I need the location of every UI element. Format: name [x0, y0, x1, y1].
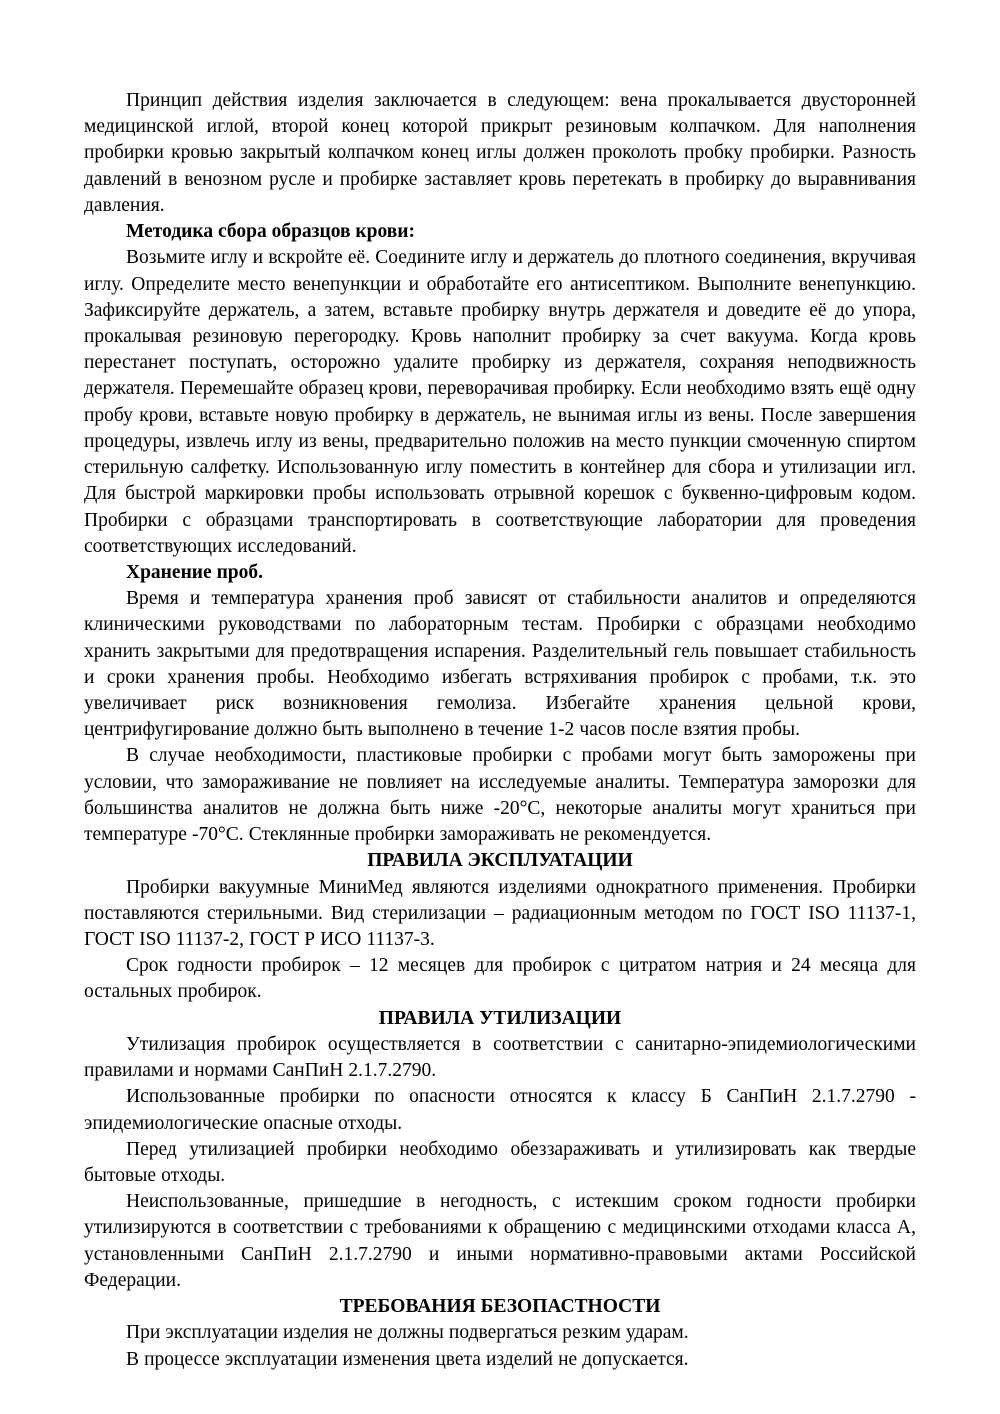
paragraph-expired-tubes: Неиспользованные, пришедшие в негодность, с истекшим сроком годности пробирки утилизируются в соответствии с требованиями к обращению с медицинскими отходами класса А, установленными СанПиН 2.1.7.2790 и иными нормативно-правовыми актами Российской Федерации. [84, 1191, 916, 1291]
document-body [84, 88, 916, 1373]
paragraph-shelf-life: Срок годности пробирок – 12 месяцев для пробирок с цитратом натрия и 24 месяца для остальных пробирок. [84, 955, 916, 1003]
paragraph-waste-class-b: Использованные пробирки по опасности относятся к классу Б СанПиН 2.1.7.2790 - эпидемиологические опасные отходы. [84, 1086, 916, 1134]
heading-operation-rules: ПРАВИЛА ЭКСПЛУАТАЦИИ [367, 850, 633, 872]
paragraph-freezing-conditions: В случае необходимости, пластиковые пробирки с пробами могут быть заморожены при условии, что замораживание не повлияет на исследуемые аналиты. Температура заморозки для большинства аналитов не должна быть ниже -20°С, некоторые аналиты могут храниться при температуре -70°С. Стеклянные пробирки замораживать не рекомендуется. [84, 745, 916, 846]
paragraph-no-color-change: В процессе эксплуатации изменения цвета изделий не допускается. [126, 1348, 689, 1370]
paragraph-no-impacts: При эксплуатации изделия не должны подвергаться резким ударам. [126, 1322, 689, 1344]
paragraph-disposal-regulations: Утилизация пробирок осуществляется в соответствии с санитарно-эпидемиологическими правилами и нормами СанПиН 2.1.7.2790. [84, 1033, 916, 1082]
heading-disposal-rules: ПРАВИЛА УТИЛИЗАЦИИ [378, 1007, 622, 1029]
subheading-sample-storage: Хранение проб. [126, 561, 264, 583]
paragraph-sterilization: Пробирки вакуумные МиниМед являются изделиями однократного применения. Пробирки поставляются стерильными. Вид стерилизации – радиационным методом по ГОСТ ISO 11137-1, ГОСТ ISO 11137-2, ГОСТ Р ИСО 11137-3. [84, 876, 916, 950]
paragraph-disinfection: Перед утилизацией пробирки необходимо обеззараживать и утилизировать как твердые бытовые отходы. [84, 1138, 916, 1186]
paragraph-blood-sampling-steps: Возьмите иглу и вскройте её. Соедините иглу и держатель до плотного соединения, вкручивая иглу. Определите место венепункции и обработайте его антисептиком. Выполните венепункцию. Зафиксируйте держатель, а затем, вставьте пробирку внутрь держателя и доведите её до упора, прокалывая резиновую перегородку. Кровь наполнит пробирку за счет вакуума. Когда кровь перестанет поступать, осторожно удалите пробирку из держателя, сохраняя неподвижность держателя. Перемешайте образец крови, переворачивая пробирку. Если необходимо взять ещё одну пробу крови, вставьте новую пробирку в держатель, не вынимая иглы из вены. После завершения процедуры, извлечь иглу из вены, предварительно положив на место пункции смоченную спиртом стерильную салфетку. Использованную иглу поместить в контейнер для сбора и утилизации игл. Для быстрой маркировки пробы использовать отрывной корешок с буквенно-цифровым кодом. Пробирки с образцами транспортировать в соответствующие лаборатории для проведения соответствующих исследований. [84, 247, 916, 557]
paragraph-principle-of-operation: Принцип действия изделия заключается в следующем: вена прокалывается двусторонней медицинской иглой, второй конец которой прикрыт резиновым колпачком. Для наполнения пробирки кровью закрытый колпачком конец иглы должен проколоть пробку пробирки. Разность давлений в венозном русле и пробирке заставляет кровь перетекать в пробирку до выравнивания давления. [84, 90, 916, 216]
heading-safety-requirements: ТРЕБОВАНИЯ БЕЗОПАСТНОСТИ [339, 1296, 661, 1318]
paragraph-storage-conditions: Время и температура хранения проб зависят от стабильности аналитов и определяются клиническими руководствами по лабораторным тестам. Пробирки с образцами необходимо хранить закрытыми для предотвращения испарения. Разделительный гель повышает стабильность и сроки хранения пробы. Необходимо избегать встряхивания пробирок с пробами, т.к. это увеличивает риск возникновения гемолиза. Избегайте хранения цельной крови, центрифугирование должно быть выполнено в течение 1-2 часов после взятия пробы. [84, 588, 916, 741]
subheading-blood-sampling-method: Методика сбора образцов крови: [126, 221, 416, 243]
